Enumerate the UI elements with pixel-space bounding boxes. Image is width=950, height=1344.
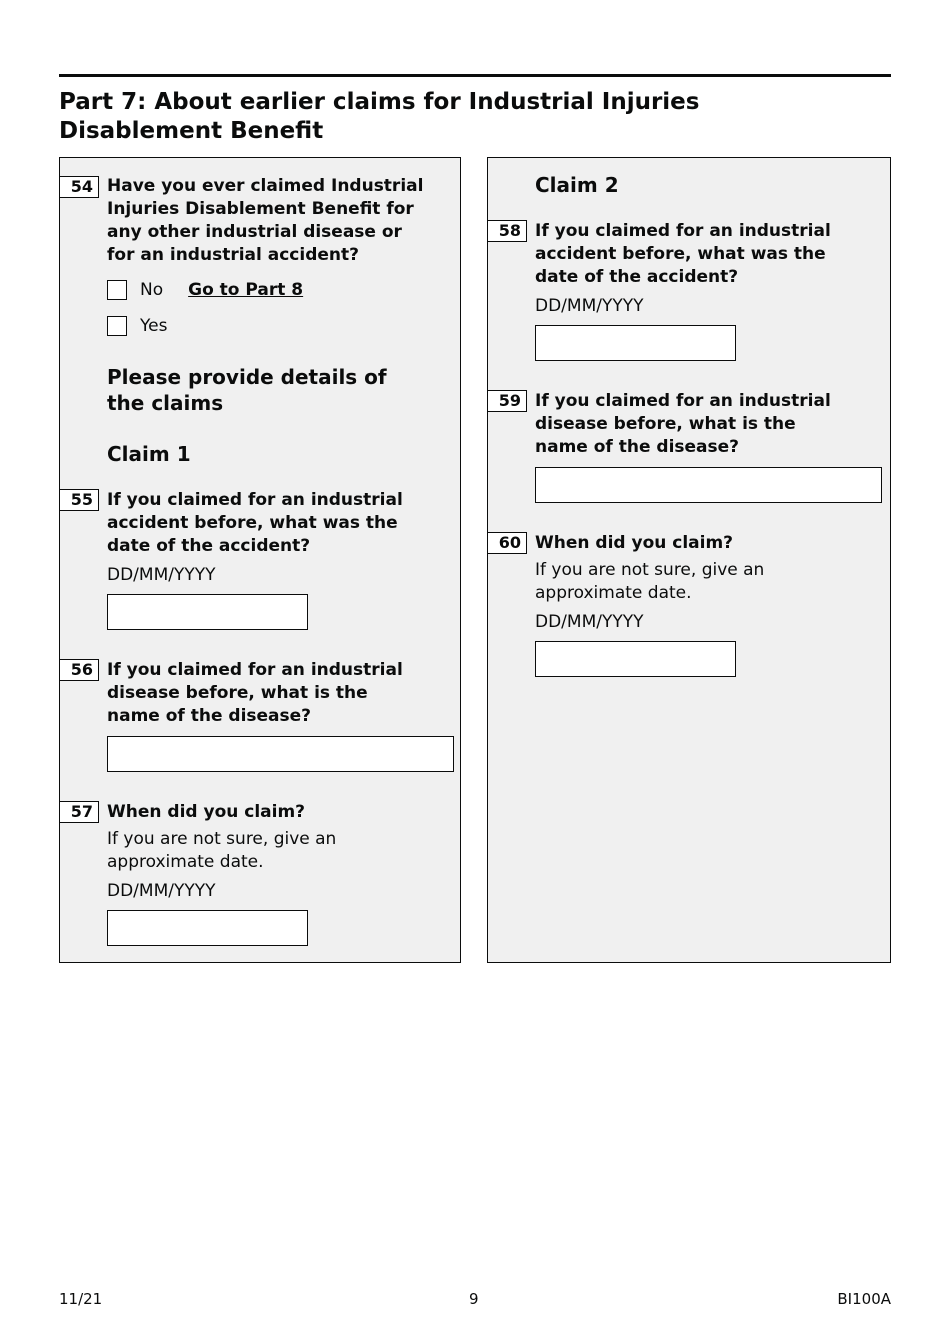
accident-date-input[interactable] (535, 325, 736, 361)
details-heading: Please provide details of the claims (107, 365, 387, 415)
question-57-text: When did you claim? (107, 802, 306, 822)
question-number-58: 58 (487, 220, 527, 242)
option-no-label: No (140, 280, 164, 300)
date-format-hint: DD/MM/YYYY (535, 612, 644, 632)
option-yes-label: Yes (140, 316, 168, 336)
claim-date-input[interactable] (107, 910, 308, 946)
claim-1-heading: Claim 1 (107, 442, 191, 466)
approximate-date-hint: If you are not sure, give an approximate date. (535, 560, 765, 603)
claim-2-heading: Claim 2 (535, 173, 619, 197)
top-rule (59, 74, 891, 77)
approximate-date-hint: If you are not sure, give an approximate date. (107, 829, 337, 872)
go-to-part-8-link[interactable]: Go to Part 8 (188, 280, 304, 300)
part-title: Part 7: About earlier claims for Industrial Injuries Disablement Benefit (59, 89, 700, 144)
accident-date-input[interactable] (107, 594, 308, 630)
question-54-text: Have you ever claimed Industrial Injuries Disablement Benefit for any other industrial disease or for an industrial accident? (107, 176, 424, 265)
claim-date-input[interactable] (535, 641, 736, 677)
question-number-60: 60 (487, 532, 527, 554)
option-no-row (107, 279, 303, 301)
form-code: BI100A (837, 1290, 891, 1308)
question-number-55: 55 (59, 489, 99, 511)
date-format-hint: DD/MM/YYYY (107, 565, 216, 585)
question-number-56: 56 (59, 659, 99, 681)
disease-name-input[interactable] (107, 736, 454, 772)
question-59-text: If you claimed for an industrial disease before, what is the name of the disease? (535, 391, 831, 457)
disease-name-input[interactable] (535, 467, 882, 503)
question-number-57: 57 (59, 801, 99, 823)
date-format-hint: DD/MM/YYYY (535, 296, 644, 316)
question-60-text: When did you claim? (535, 533, 734, 553)
yes-checkbox[interactable] (107, 316, 127, 336)
question-58-text: If you claimed for an industrial accident before, what was the date of the accident? (535, 221, 831, 287)
question-number-59: 59 (487, 390, 527, 412)
page-number: 9 (469, 1290, 479, 1308)
question-number-54: 54 (59, 176, 99, 198)
no-checkbox[interactable] (107, 280, 127, 300)
option-yes-row (107, 315, 167, 337)
claims-panel-right (487, 157, 891, 963)
question-56-text: If you claimed for an industrial disease before, what is the name of the disease? (107, 660, 403, 726)
claims-panel-left (59, 157, 461, 963)
date-format-hint: DD/MM/YYYY (107, 881, 216, 901)
footer-date: 11/21 (59, 1290, 103, 1308)
question-55-text: If you claimed for an industrial accident before, what was the date of the accident? (107, 490, 403, 556)
